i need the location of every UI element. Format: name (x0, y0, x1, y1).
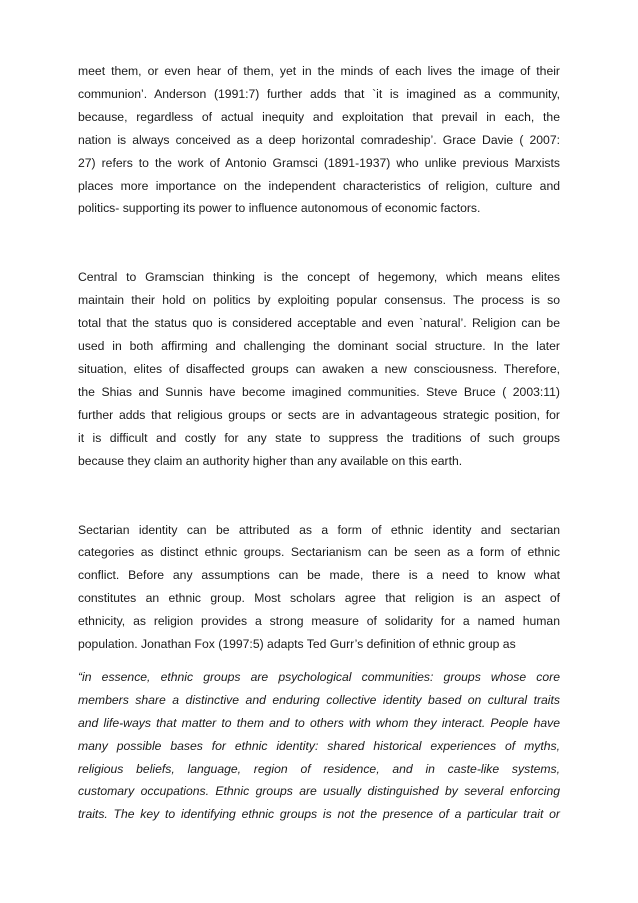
text-line: it is difficult and costly for any state to suppress the traditions of such groups (78, 430, 560, 445)
text-line: because they claim an authority higher than any available on this earth. (78, 453, 463, 468)
text-line: constitutes an ethnic group. Most scholars agree that religion is an aspect of (78, 591, 560, 606)
paragraph-spacer (78, 656, 560, 666)
quote-line: traits. The key to identifying ethnic groups is not the presence of a particular trait or (78, 807, 560, 822)
text-line: meet them, or even hear of them, yet in the minds of each lives the image of their (78, 64, 560, 78)
text-line: total that the status quo is considered acceptable and even `natural’. Religion can be (78, 316, 560, 331)
text-line: politics- supporting its power to influence autonomous of economic factors. (78, 201, 481, 216)
paragraph-sectarian-identity (78, 519, 560, 656)
text-line: maintain their hold on politics by exploiting popular consensus. The process is so (78, 293, 560, 308)
text-line: conflict. Before any assumptions can be made, there is a need to know what (78, 568, 560, 583)
text-line: ethnicity, as religion provides a strong measure of solidarity for a named human (78, 614, 560, 629)
text-line: population. Jonathan Fox (1997:5) adapts Ted Gurr’s definition of ethnic group as (78, 637, 516, 652)
paragraph-gramsci-hegemony (78, 266, 560, 472)
text-line: communion’. Anderson (1991:7) further adds that `it is imagined as a community, (78, 86, 560, 101)
text-line: places more importance on the independent characteristics of religion, culture and (78, 178, 560, 193)
quote-line: members share a distinctive and enduring collective identity based on cultural traits (78, 692, 560, 707)
paragraph-anderson-davie (78, 60, 560, 220)
block-quote-ethnic-groups (78, 666, 560, 826)
paragraph-spacer (78, 473, 560, 519)
quote-line: many possible bases for ethnic identity: shared historical experiences of myths, (78, 738, 560, 753)
quote-line: “in essence, ethnic groups are psychological communities: groups whose core (78, 669, 560, 684)
quote-line: and life-ways that matter to them and to others with whom they interact. People have (78, 715, 560, 730)
text-line: nation is always conceived as a deep horizontal comradeship’. Grace Davie ( 2007: (78, 132, 560, 147)
text-line: further adds that religious groups or sects are in advantageous strategic position, for (78, 407, 560, 422)
text-line: categories as distinct ethnic groups. Sectarianism can be seen as a form of ethnic (78, 545, 560, 560)
quote-line: religious beliefs, language, region of residence, and in caste-like systems, (78, 761, 560, 776)
text-line: Sectarian identity can be attributed as a form of ethnic identity and sectarian (78, 522, 560, 537)
text-line: because, regardless of actual inequity and exploitation that prevail in each, the (78, 109, 560, 124)
quote-line: customary occupations. Ethnic groups are usually distinguished by several enforcing (78, 784, 560, 799)
text-line: situation, elites of disaffected groups can awaken a new consciousness. Therefore, (78, 361, 560, 376)
text-line: Central to Gramscian thinking is the concept of hegemony, which means elites (78, 270, 560, 285)
text-line: used in both affirming and challenging the dominant social structure. In the later (78, 339, 560, 354)
text-line: 27) refers to the work of Antonio Gramsci (1891-1937) who unlike previous Marxists (78, 155, 560, 170)
paragraph-spacer (78, 220, 560, 266)
text-line: the Shias and Sunnis have become imagined communities. Steve Bruce ( 2003:11) (78, 384, 560, 399)
